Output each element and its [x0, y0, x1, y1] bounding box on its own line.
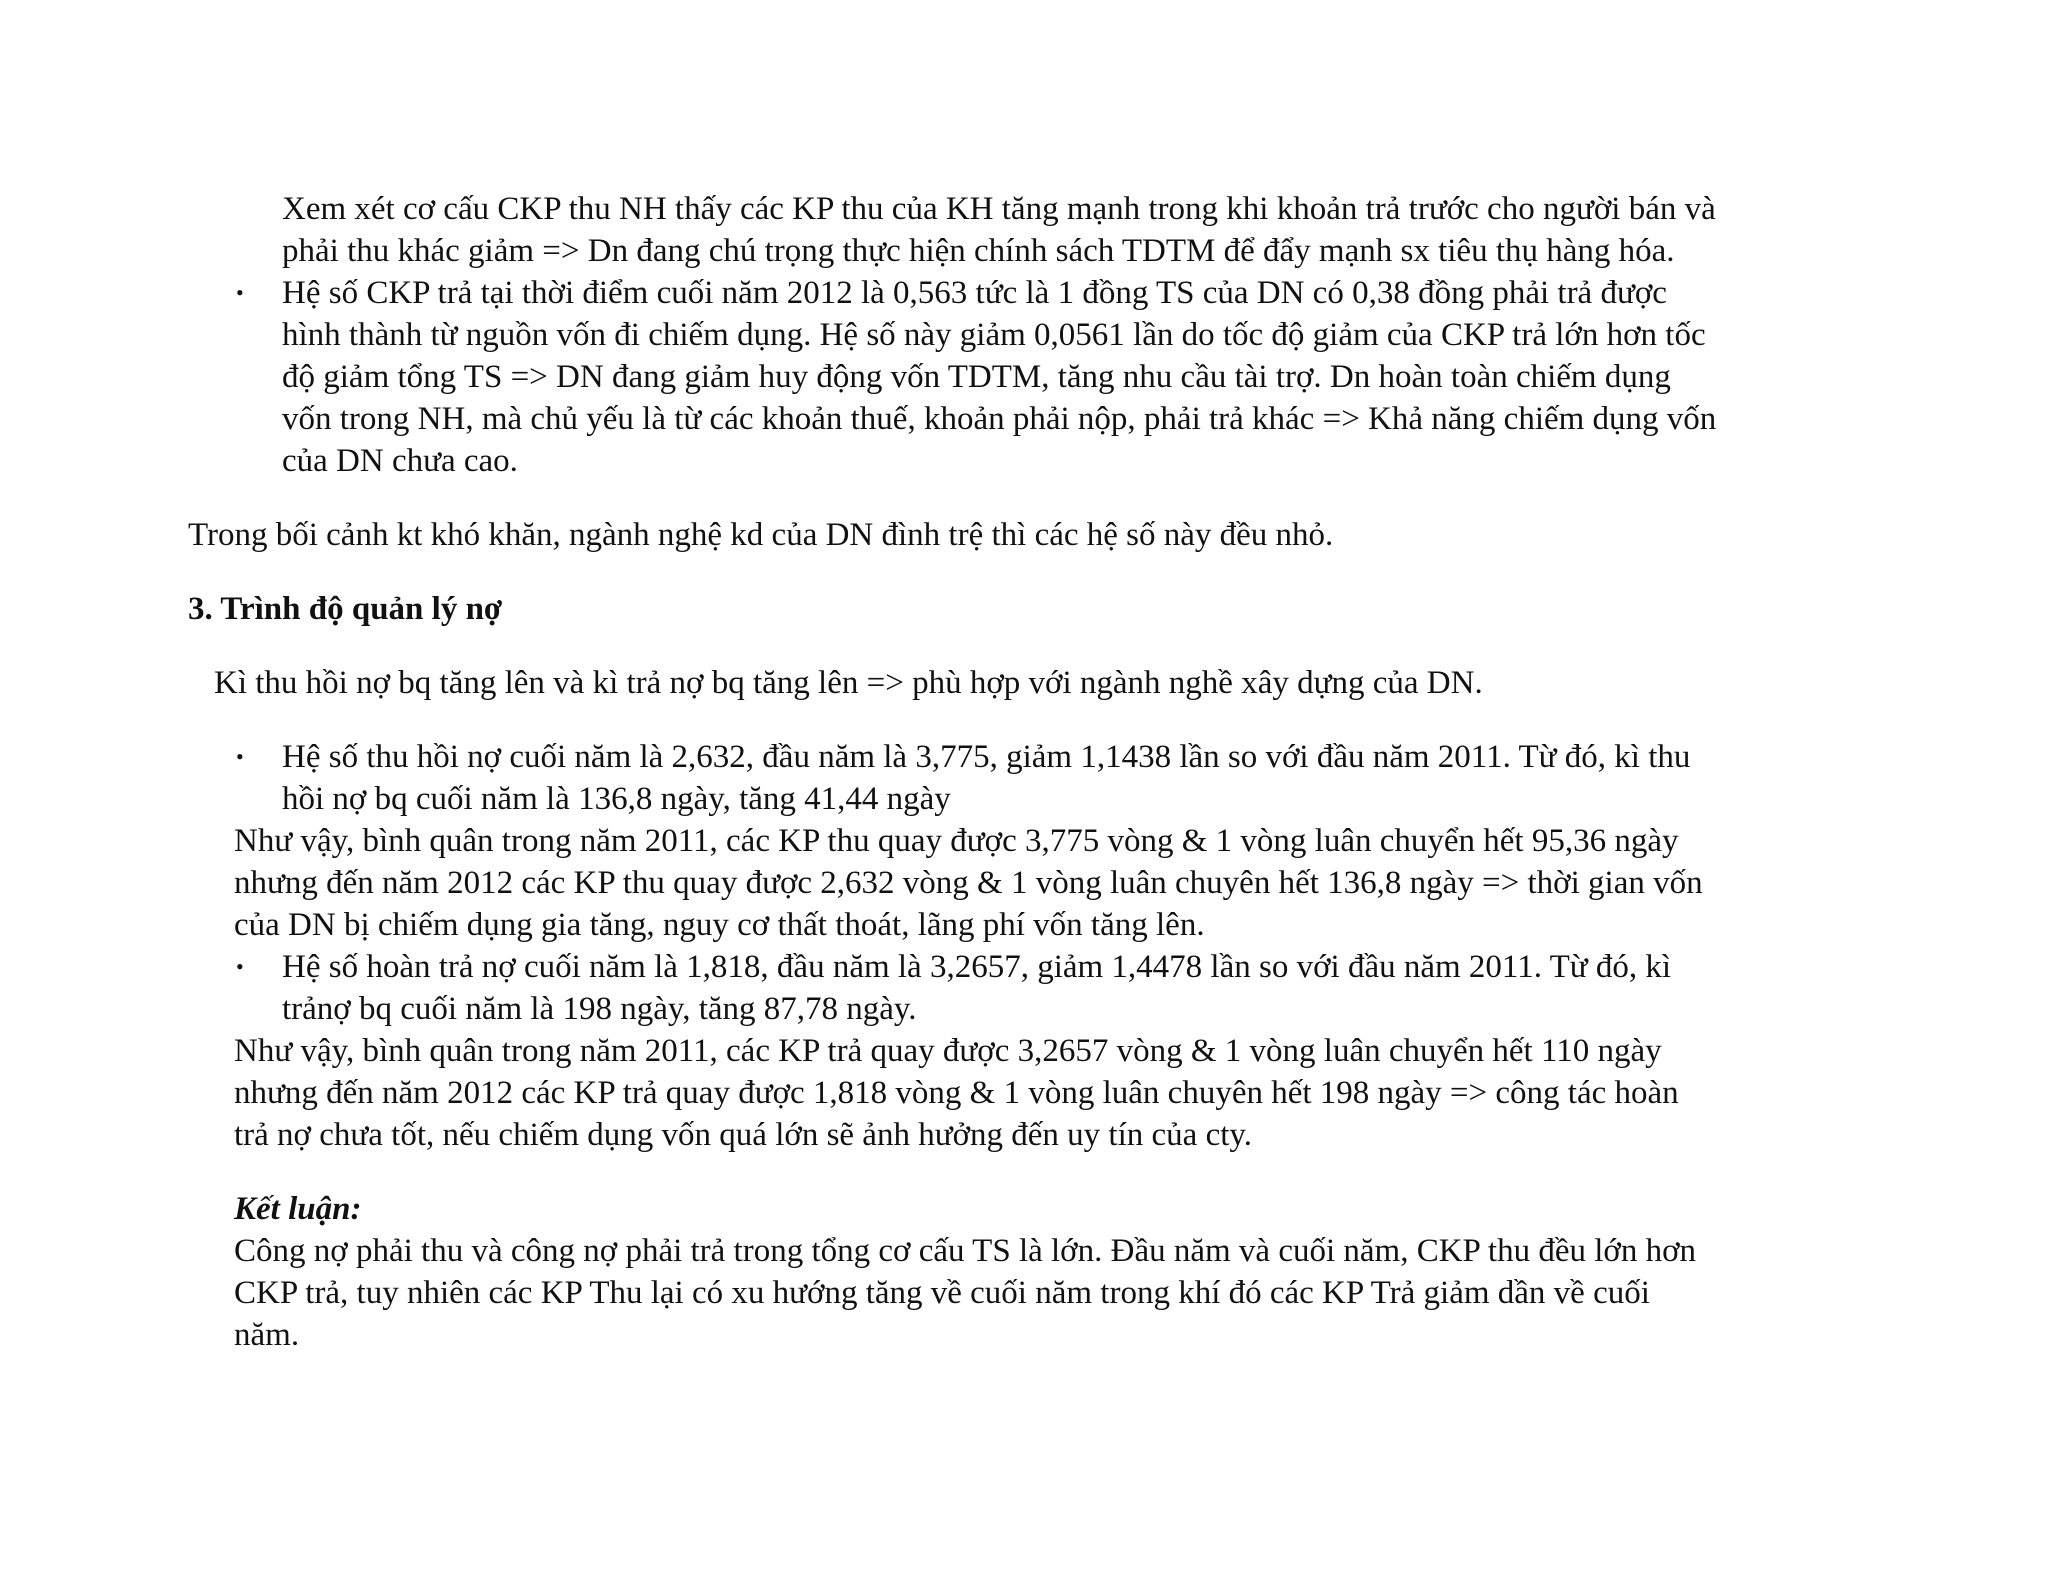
- text-line: Như vậy, bình quân trong năm 2011, các KP trả quay được 3,2657 vòng & 1 vòng luân chuyển hết 110 ngày: [234, 1033, 1662, 1069]
- text-line: nhưng đến năm 2012 các KP thu quay được 2,632 vòng & 1 vòng luân chuyên hết 136,8 ngày => thời gian vốn: [234, 865, 1703, 901]
- text-line: trảnợ bq cuối năm là 198 ngày, tăng 87,78 ngày.: [282, 991, 917, 1027]
- conclusion-heading: Kết luận:: [234, 1191, 362, 1227]
- section-heading: 3. Trình độ quản lý nợ: [188, 591, 503, 627]
- text-line: Hệ số hoàn trả nợ cuối năm là 1,818, đầu năm là 3,2657, giảm 1,4478 lần so với đầu năm 2011. Từ đó, kì: [282, 949, 1672, 985]
- text-line: Công nợ phải thu và công nợ phải trả trong tổng cơ cấu TS là lớn. Đầu năm và cuối năm, CKP thu đều lớn hơn: [234, 1233, 1697, 1269]
- text-line: Xem xét cơ cấu CKP thu NH thấy các KP thu của KH tăng mạnh trong khi khoản trả trước cho người bán và: [282, 191, 1716, 227]
- text-line: năm.: [234, 1317, 300, 1353]
- bullet-marker: •: [236, 744, 244, 769]
- text-line: CKP trả, tuy nhiên các KP Thu lại có xu hướng tăng về cuối năm trong khí đó các KP Trả giảm dần về cuối: [234, 1275, 1650, 1311]
- text-line: Hệ số thu hồi nợ cuối năm là 2,632, đầu năm là 3,775, giảm 1,1438 lần so với đầu năm 2011. Từ đó, kì thu: [282, 739, 1691, 775]
- text-line: Như vậy, bình quân trong năm 2011, các KP thu quay được 3,775 vòng & 1 vòng luân chuyển hết 95,36 ngày: [234, 823, 1679, 859]
- section-intro: Kì thu hồi nợ bq tăng lên và kì trả nợ bq tăng lên => phù hợp với ngành nghề xây dựng của DN.: [214, 665, 1483, 701]
- text-line: hồi nợ bq cuối năm là 136,8 ngày, tăng 41,44 ngày: [282, 781, 951, 817]
- text-line: phải thu khác giảm => Dn đang chú trọng thực hiện chính sách TDTM để đẩy mạnh sx tiêu thụ hàng hóa.: [282, 233, 1675, 269]
- text-line: của DN bị chiếm dụng gia tăng, nguy cơ thất thoát, lãng phí vốn tăng lên.: [234, 907, 1205, 943]
- context-paragraph: Trong bối cảnh kt khó khăn, ngành nghệ kd của DN đình trệ thì các hệ số này đều nhỏ.: [188, 517, 1334, 553]
- bullet-marker: •: [236, 280, 244, 305]
- text-line: trả nợ chưa tốt, nếu chiếm dụng vốn quá lớn sẽ ảnh hưởng đến uy tín của cty.: [234, 1117, 1252, 1153]
- text-line: của DN chưa cao.: [282, 443, 518, 479]
- text-line: độ giảm tổng TS => DN đang giảm huy động vốn TDTM, tăng nhu cầu tài trợ. Dn hoàn toàn chiếm dụng: [282, 359, 1671, 395]
- text-line: hình thành từ nguồn vốn đi chiếm dụng. Hệ số này giảm 0,0561 lần do tốc độ giảm của CKP trả lớn hơn tốc: [282, 317, 1706, 353]
- text-line: vốn trong NH, mà chủ yếu là từ các khoản thuế, khoản phải nộp, phải trả khác => Khả năng chiếm dụng vốn: [282, 401, 1717, 437]
- text-line: Hệ số CKP trả tại thời điểm cuối năm 2012 là 0,563 tức là 1 đồng TS của DN có 0,38 đồng phải trả được: [282, 275, 1667, 311]
- bullet-marker: •: [236, 954, 244, 979]
- text-line: nhưng đến năm 2012 các KP trả quay được 1,818 vòng & 1 vòng luân chuyên hết 198 ngày => công tác hoàn: [234, 1075, 1679, 1111]
